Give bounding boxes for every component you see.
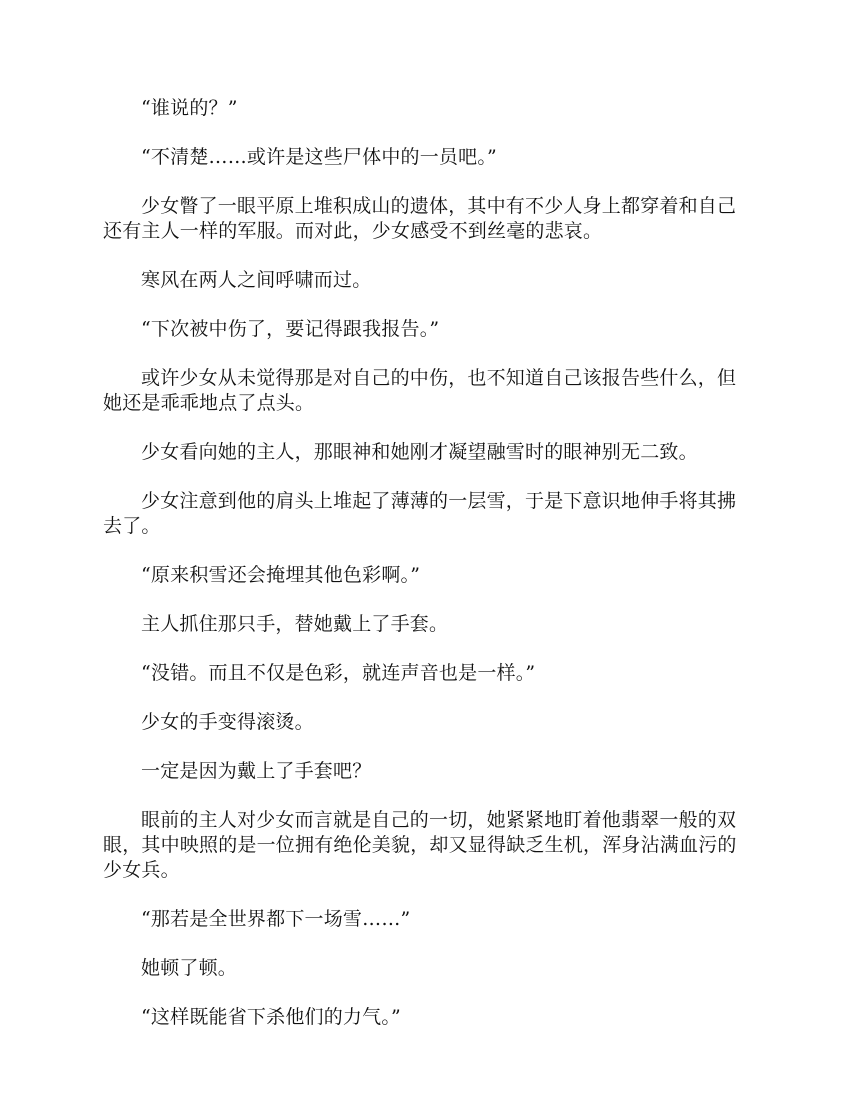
paragraph: 少女的手变得滚烫。: [141, 711, 314, 733]
paragraph: “原来积雪还会掩埋其他色彩啊。”: [141, 564, 421, 586]
paragraph: 主人抓住那只手，替她戴上了手套。: [141, 613, 449, 635]
paragraph: “那若是全世界都下一场雪……”: [141, 908, 411, 930]
paragraph: 眼前的主人对少女而言就是自己的一切，她紧紧地盯着他翡翠一般的双眼，其中映照的是一位拥有绝伦美貌，却又显得缺乏生机，浑身沾满血污的少女兵。: [103, 809, 737, 881]
paragraph: 或许少女从未觉得那是对自己的中伤，也不知道自己该报告些什么，但她还是乖乖地点了点头。: [103, 367, 737, 414]
document-page: [103, 96, 751, 1054]
paragraph: 少女看向她的主人，那眼神和她刚才凝望融雪时的眼神别无二致。: [141, 441, 698, 463]
paragraph: 少女注意到他的肩头上堆起了薄薄的一层雪，于是下意识地伸手将其拂去了。: [103, 490, 737, 537]
paragraph: 她顿了顿。: [141, 957, 238, 979]
paragraph: “下次被中伤了，要记得跟我报告。”: [141, 318, 440, 340]
paragraph: 寒风在两人之间呼啸而过。: [141, 269, 372, 291]
paragraph: 一定是因为戴上了手套吧？: [141, 760, 372, 782]
paragraph: “这样既能省下杀他们的力气。”: [141, 1006, 401, 1028]
paragraph: “谁说的？”: [141, 97, 238, 119]
paragraph: “不清楚……或许是这些尸体中的一员吧。”: [141, 146, 497, 168]
paragraph: 少女瞥了一眼平原上堆积成山的遗体，其中有不少人身上都穿着和自己还有主人一样的军服。而对此，少女感受不到丝毫的悲哀。: [103, 195, 737, 242]
paragraph: “没错。而且不仅是色彩，就连声音也是一样。”: [141, 662, 536, 684]
